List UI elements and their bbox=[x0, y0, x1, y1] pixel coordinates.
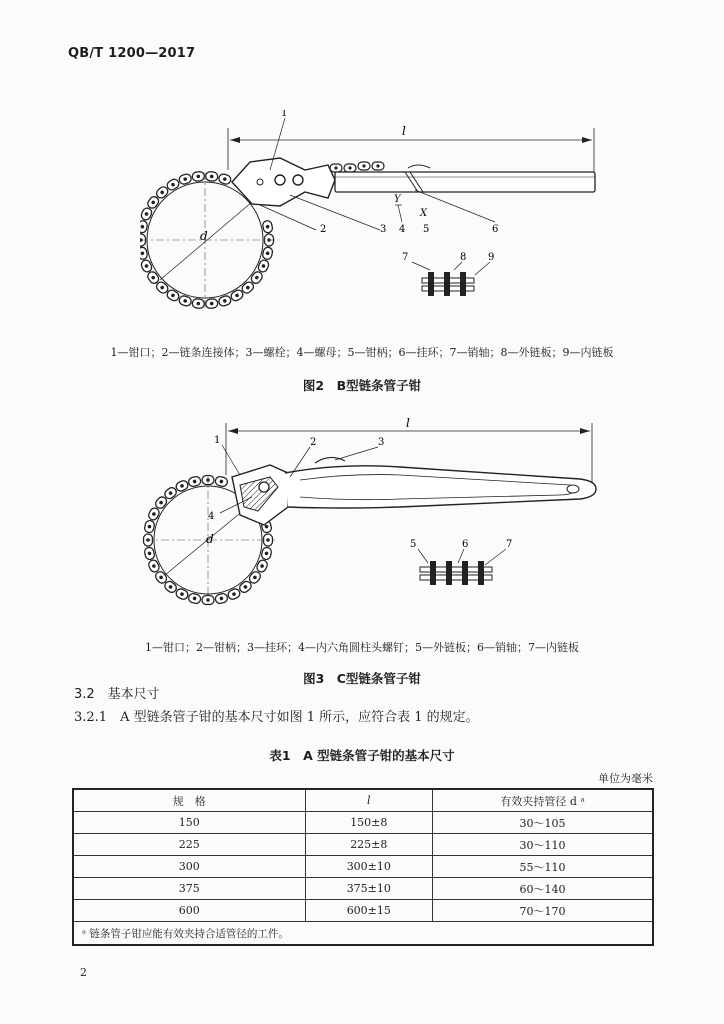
chain-link bbox=[262, 220, 273, 234]
figure-3-callout-2: 2 bbox=[310, 437, 317, 448]
table-footnote: ᵃ 链条管子钳应能有效夹持合适管径的工件。 bbox=[73, 922, 653, 946]
cell-diameter: 55～110 bbox=[433, 856, 653, 878]
figure-3-callout-4: 4 bbox=[208, 511, 215, 522]
figure-2-callout-5: 5 bbox=[423, 224, 430, 235]
cell-l: 375±10 bbox=[305, 878, 433, 900]
figure-2-callout-8: 8 bbox=[460, 252, 467, 263]
figure-3-diameter-label: d bbox=[206, 532, 214, 546]
cell-diameter: 30～110 bbox=[433, 834, 653, 856]
table-row bbox=[73, 856, 653, 878]
section-paragraph: 3.2.1 A 型链条管子钳的基本尺寸如图 1 所示，应符合表 1 的规定。 bbox=[74, 710, 479, 725]
figure-2-diameter-label: d bbox=[200, 229, 208, 243]
chain-link bbox=[188, 593, 202, 604]
chain-link bbox=[178, 173, 192, 185]
chain-link bbox=[144, 547, 155, 561]
figure-2-legend: 1—钳口；2—链条连接体；3—螺栓；4—螺母；5—钳柄；6—挂环；7—销轴；8—外链板；9—内链板 bbox=[110, 346, 614, 359]
figure-3-callout-5: 5 bbox=[410, 539, 417, 550]
figure-2-b-type-chain-wrench bbox=[140, 110, 610, 325]
chain-link bbox=[188, 476, 202, 487]
figure-2-callout-1: 1 bbox=[281, 110, 288, 119]
page-number: 2 bbox=[80, 966, 87, 979]
cell-l: 300±10 bbox=[305, 856, 433, 878]
cell-spec: 300 bbox=[73, 856, 305, 878]
table-footnote-row bbox=[73, 922, 653, 946]
chain-link bbox=[205, 171, 218, 181]
cell-diameter: 70～170 bbox=[433, 900, 653, 922]
table-caption: 表1 A 型链条管子钳的基本尺寸 bbox=[269, 748, 455, 763]
figure-3-length-label: l bbox=[406, 416, 410, 430]
figure-2-caption: 图2 B型链条管子钳 bbox=[302, 378, 422, 393]
cell-spec: 150 bbox=[73, 812, 305, 834]
table-row bbox=[73, 812, 653, 834]
figure-2-callout-2: 2 bbox=[320, 224, 327, 235]
figure-3-caption: 图3 C型链条管子钳 bbox=[303, 671, 421, 686]
cell-diameter: 30～105 bbox=[433, 812, 653, 834]
cell-diameter: 60～140 bbox=[433, 878, 653, 900]
section-heading: 3.2 基本尺寸 bbox=[74, 687, 160, 702]
chain-link bbox=[192, 171, 205, 181]
chain-link bbox=[215, 476, 229, 487]
chain-link bbox=[140, 246, 148, 260]
chain-link bbox=[192, 298, 205, 308]
figure-2-callout-9: 9 bbox=[488, 252, 495, 263]
chain-link bbox=[261, 547, 272, 561]
chain-link bbox=[358, 162, 370, 170]
figure-2-callout-7: 7 bbox=[402, 252, 409, 263]
figure-2-length-label: l bbox=[402, 124, 406, 138]
chain-link bbox=[344, 164, 356, 172]
chain-link bbox=[218, 173, 232, 185]
figure-3-callout-7: 7 bbox=[506, 539, 513, 550]
figure-3-callout-6: 6 bbox=[462, 539, 469, 550]
figure-3-callout-1: 1 bbox=[214, 435, 221, 446]
figure-3-c-type-chain-wrench bbox=[140, 415, 610, 625]
figure-3-legend: 1—钳口；2—钳柄；3—挂环；4—内六角圆柱头螺钉；5—外链板；6—销轴；7—内链板 bbox=[145, 641, 579, 654]
chain-link bbox=[218, 295, 232, 307]
chain-link bbox=[330, 164, 342, 172]
figure-3-callout-3: 3 bbox=[378, 437, 385, 448]
column-header-diameter: 有效夹持管径 d ᵃ bbox=[433, 789, 653, 812]
column-header-spec: 规 格 bbox=[73, 789, 305, 812]
cell-l: 600±15 bbox=[305, 900, 433, 922]
cell-spec: 600 bbox=[73, 900, 305, 922]
document-code: QB/T 1200—2017 bbox=[68, 46, 196, 61]
chain-link bbox=[178, 295, 192, 307]
table-row bbox=[73, 900, 653, 922]
chain-link bbox=[205, 298, 218, 308]
chain-link bbox=[262, 246, 273, 260]
table-header-row bbox=[73, 789, 653, 812]
cell-spec: 375 bbox=[73, 878, 305, 900]
figure-2-callout-4: 4 bbox=[399, 224, 406, 235]
chain-link bbox=[140, 220, 148, 234]
figure-2-callout-6: 6 bbox=[492, 224, 499, 235]
table-row bbox=[73, 878, 653, 900]
dimensions-table bbox=[72, 788, 654, 946]
figure-2-callout-3: 3 bbox=[380, 224, 387, 235]
figure-2-axis-y: Y bbox=[394, 194, 401, 205]
table-row bbox=[73, 834, 653, 856]
figure-2-axis-x: X bbox=[420, 208, 428, 219]
column-header-l: l bbox=[305, 789, 433, 812]
chain-link bbox=[144, 520, 155, 534]
chain-link bbox=[215, 593, 229, 604]
cell-spec: 225 bbox=[73, 834, 305, 856]
cell-l: 150±8 bbox=[305, 812, 433, 834]
table-unit: 单位为毫米 bbox=[598, 772, 653, 785]
cell-l: 225±8 bbox=[305, 834, 433, 856]
chain-link bbox=[372, 162, 384, 170]
